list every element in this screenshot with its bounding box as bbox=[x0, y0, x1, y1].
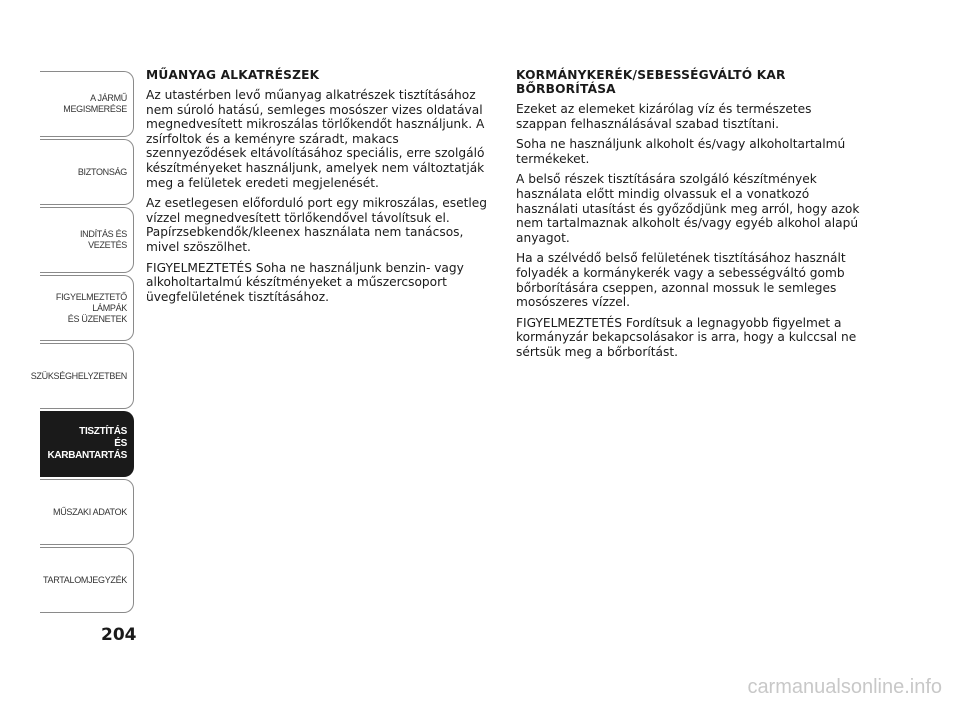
paragraph: A belső részek tisztítására szolgáló készítmények használata előtt mindig olvassuk el a vonatkozó használati utasítást és győződjünk meg arról, hogy azok nem tartalmaznak alkoholt és/vagy egyéb alkohol alapú anyagot. bbox=[516, 172, 860, 245]
paragraph: Ha a szélvédő belső felületének tisztításához használt folyadék a kormánykerék vagy a sebességváltó gomb bőrborítására cseppen, azonnal mossuk le semleges mosószeres vízzel. bbox=[516, 251, 846, 310]
chapter-tabs bbox=[30, 71, 134, 615]
paragraph: Az esetlegesen előforduló port egy mikroszálas, esetleg vízzel megnedvesített törlőkendővel távolítsuk el. Papírzsebkendők/kleenex használata nem tanácsos, mivel szöszölhet. bbox=[146, 196, 487, 254]
tab-safety[interactable] bbox=[40, 139, 134, 205]
tab-index[interactable] bbox=[40, 547, 134, 613]
tab-label: TARTALOMJEGYZÉK bbox=[42, 574, 127, 585]
tab-label: BIZTONSÁG bbox=[77, 166, 127, 177]
tab-emergency[interactable] bbox=[30, 343, 134, 409]
warning-paragraph: FIGYELMEZTETÉS Soha ne használjunk benzin- vagy alkoholtartalmú készítményeket a műszercsoport üvegfelületének tisztításához. bbox=[146, 260, 464, 304]
page-number: 204 bbox=[101, 625, 137, 645]
tab-cleaning-maintenance[interactable] bbox=[40, 411, 134, 477]
tab-label: SZÜKSÉGHELYZETBEN bbox=[30, 370, 127, 381]
paragraph: Soha ne használjunk alkoholt és/vagy alkoholtartalmú termékeket. bbox=[516, 137, 846, 166]
watermark: carmanualsonline.info bbox=[747, 676, 942, 698]
warning-paragraph: FIGYELMEZTETÉS Fordítsuk a legnagyobb figyelmet a kormányzár bekapcsolásakor is arra, hogy a kulccsal ne sértsük meg a bőrborítást. bbox=[516, 315, 857, 359]
leather-cover-section bbox=[516, 68, 866, 366]
paragraph: Ezeket az elemeket kizárólag víz és természetes szappan felhasználásával szabad tisztítani. bbox=[516, 102, 812, 131]
tab-starting-driving[interactable] bbox=[40, 207, 134, 273]
tab-vehicle-overview[interactable] bbox=[40, 71, 134, 137]
tab-label: A JÁRMŰ MEGISMERÉSE bbox=[63, 93, 127, 114]
section-heading: KORMÁNYKERÉK/SEBESSÉGVÁLTÓ KAR BŐRBORÍTÁSA bbox=[516, 68, 786, 96]
tab-label: FIGYELMEZTETŐ LÁMPÁK ÉS ÜZENETEK bbox=[55, 291, 127, 324]
paragraph: Az utastérben levő műanyag alkatrészek tisztításához nem súroló hatású, semleges mosószer vizes oldatával megnedvesített mikroszálas törlőkendőt használjunk. A zsírfoltok és a keményre száradt, makacs szennyeződések eltávolításához speciális, erre szolgáló készítményeket használjunk, amelyek nem változtatják meg a felületek eredeti megjelenését. bbox=[146, 88, 485, 190]
tab-label: INDÍTÁS ÉS VEZETÉS bbox=[79, 229, 127, 250]
tab-technical-data[interactable] bbox=[40, 479, 134, 545]
section-heading: MŰANYAG ALKATRÉSZEK bbox=[146, 68, 320, 82]
tab-warning-lights[interactable] bbox=[40, 275, 134, 341]
tab-label: MŰSZAKI ADATOK bbox=[53, 506, 127, 517]
tab-label: TISZTÍTÁS ÉS KARBANTARTÁS bbox=[47, 426, 127, 461]
plastic-parts-section bbox=[146, 68, 496, 310]
